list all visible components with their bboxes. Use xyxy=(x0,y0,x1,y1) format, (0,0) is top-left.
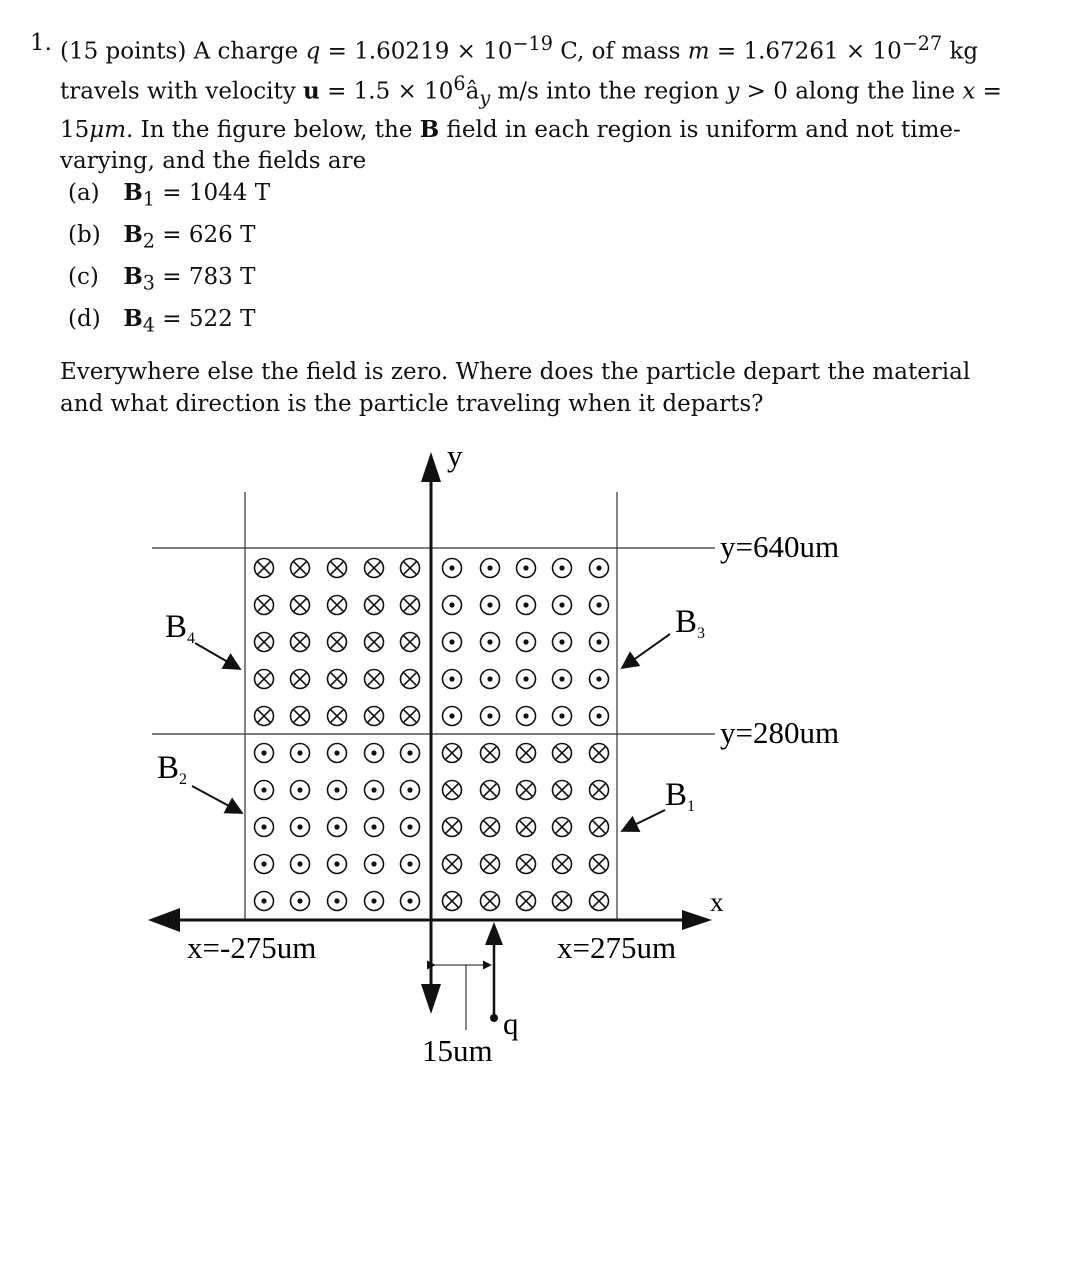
particle-arrowhead xyxy=(485,922,503,945)
field-into-page-icon xyxy=(328,707,347,726)
field-item-a: (a) $B_1 = 1044$ T xyxy=(68,179,271,211)
field-into-page-icon xyxy=(255,559,274,578)
b4-pointer xyxy=(195,643,240,669)
field-out-of-page-icon xyxy=(291,818,310,837)
offset-label: 15um xyxy=(422,1033,493,1068)
field-into-page-icon xyxy=(481,855,500,874)
field-into-page-icon xyxy=(401,670,420,689)
field-into-page-icon xyxy=(481,818,500,837)
field-into-page-icon xyxy=(443,744,462,763)
y-mid-label: y=280um xyxy=(720,715,840,750)
field-out-of-page-icon xyxy=(517,559,536,578)
field-out-of-page-icon xyxy=(590,596,609,615)
field-into-page-icon xyxy=(328,596,347,615)
field-into-page-icon xyxy=(255,670,274,689)
field-into-page-icon xyxy=(365,596,384,615)
x-right-label: x=275um xyxy=(557,930,677,965)
y-axis-arrowhead-down xyxy=(421,984,441,1014)
field-into-page-icon xyxy=(365,707,384,726)
b2-pointer xyxy=(192,786,242,813)
field-into-page-icon xyxy=(328,633,347,652)
field-into-page-icon xyxy=(291,633,310,652)
y-axis-arrowhead-up xyxy=(421,452,441,482)
field-out-of-page-icon xyxy=(443,707,462,726)
x-axis-label: x xyxy=(710,887,724,917)
y-top-label: y=640um xyxy=(720,529,840,564)
field-into-page-icon xyxy=(365,633,384,652)
field-into-page-icon xyxy=(443,892,462,911)
field-out-of-page-icon xyxy=(590,633,609,652)
field-out-of-page-icon xyxy=(255,855,274,874)
problem-number: 1. xyxy=(30,30,52,56)
field-out-of-page-icon xyxy=(443,670,462,689)
field-out-of-page-icon xyxy=(517,633,536,652)
field-out-of-page-icon xyxy=(291,855,310,874)
field-out-of-page-icon xyxy=(401,892,420,911)
field-out-of-page-icon xyxy=(590,707,609,726)
field-item-c: (c) $B_3 = 783$ T xyxy=(68,263,256,295)
field-into-page-icon xyxy=(553,818,572,837)
field-out-of-page-icon xyxy=(590,559,609,578)
field-into-page-icon xyxy=(291,596,310,615)
field-out-of-page-icon xyxy=(443,596,462,615)
field-out-of-page-icon xyxy=(328,818,347,837)
region-b4-label: B4 xyxy=(165,609,196,647)
charge-label: q xyxy=(503,1006,519,1041)
field-out-of-page-icon xyxy=(481,559,500,578)
field-into-page-icon xyxy=(590,818,609,837)
field-into-page-icon xyxy=(517,744,536,763)
field-into-page-icon xyxy=(590,781,609,800)
region-b2-label: B2 xyxy=(157,750,188,788)
field-out-of-page-icon xyxy=(481,670,500,689)
field-into-page-icon xyxy=(328,559,347,578)
field-out-of-page-icon xyxy=(517,670,536,689)
field-into-page-icon xyxy=(255,707,274,726)
x-left-label: x=-275um xyxy=(187,930,317,965)
field-out-of-page-icon xyxy=(590,670,609,689)
field-out-of-page-icon xyxy=(401,781,420,800)
field-out-of-page-icon xyxy=(401,744,420,763)
field-out-of-page-icon xyxy=(553,596,572,615)
field-into-page-icon xyxy=(401,559,420,578)
field-out-of-page-icon xyxy=(553,707,572,726)
field-item-d: (d) $B_4 = 522$ T xyxy=(68,305,256,337)
field-out-of-page-icon xyxy=(553,559,572,578)
field-into-page-icon xyxy=(553,781,572,800)
field-into-page-icon xyxy=(255,596,274,615)
field-into-page-icon xyxy=(443,855,462,874)
field-into-page-icon xyxy=(291,707,310,726)
field-into-page-icon xyxy=(517,818,536,837)
field-out-of-page-icon xyxy=(443,559,462,578)
field-out-of-page-icon xyxy=(328,892,347,911)
field-out-of-page-icon xyxy=(328,781,347,800)
closing-question: Everywhere else the field is zero. Where does the particle depart the material and what direction is the particle traveling when it departs? xyxy=(60,359,971,417)
field-into-page-icon xyxy=(481,781,500,800)
field-out-of-page-icon xyxy=(481,707,500,726)
field-into-page-icon xyxy=(291,559,310,578)
field-into-page-icon xyxy=(255,633,274,652)
field-into-page-icon xyxy=(517,855,536,874)
field-item-b: (b) $B_2 = 626$ T xyxy=(68,221,256,253)
field-out-of-page-icon xyxy=(328,744,347,763)
field-into-page-icon xyxy=(553,892,572,911)
field-out-of-page-icon xyxy=(255,818,274,837)
field-out-of-page-icon xyxy=(291,744,310,763)
field-into-page-icon xyxy=(443,818,462,837)
field-into-page-icon xyxy=(590,892,609,911)
problem-intro: (15 points) A charge $q = 1.60219 \times 10^{-19}$ C, of mass $m = 1.67261 \times 10^{-27}$ kg travels with velocity $u = 1.5 \times 10^6â_y$ m/s into the region y > 0 along the line x = 15μm. In the figure below, the B field in each region is uniform and not time-varying, and the fields are xyxy=(60,32,1002,175)
field-into-page-icon xyxy=(328,670,347,689)
field-out-of-page-icon xyxy=(255,744,274,763)
field-out-of-page-icon xyxy=(481,596,500,615)
field-out-of-page-icon xyxy=(291,892,310,911)
field-out-of-page-icon xyxy=(365,892,384,911)
field-into-page-icon xyxy=(291,670,310,689)
field-into-page-icon xyxy=(365,559,384,578)
field-into-page-icon xyxy=(517,781,536,800)
field-into-page-icon xyxy=(401,596,420,615)
field-out-of-page-icon xyxy=(255,781,274,800)
field-into-page-icon xyxy=(481,744,500,763)
region-b1-label: B1 xyxy=(665,777,696,815)
field-out-of-page-icon xyxy=(328,855,347,874)
region-b3-label: B3 xyxy=(675,604,706,642)
field-into-page-icon xyxy=(481,892,500,911)
field-out-of-page-icon xyxy=(365,855,384,874)
b1-pointer xyxy=(622,810,665,831)
b3-pointer xyxy=(622,634,670,668)
field-out-of-page-icon xyxy=(365,744,384,763)
field-into-page-icon xyxy=(443,781,462,800)
field-out-of-page-icon xyxy=(291,781,310,800)
field-out-of-page-icon xyxy=(401,855,420,874)
points-label: (15 points) xyxy=(60,38,187,65)
field-out-of-page-icon xyxy=(401,818,420,837)
x-axis-arrowhead-left xyxy=(148,908,180,932)
field-into-page-icon xyxy=(401,707,420,726)
field-out-of-page-icon xyxy=(553,670,572,689)
field-out-of-page-icon xyxy=(517,596,536,615)
charge-dot xyxy=(490,1014,498,1022)
field-out-of-page-icon xyxy=(443,633,462,652)
x-axis-arrowhead-right xyxy=(682,910,712,930)
field-into-page-icon xyxy=(590,744,609,763)
field-into-page-icon xyxy=(401,633,420,652)
field-out-of-page-icon xyxy=(365,818,384,837)
field-out-of-page-icon xyxy=(481,633,500,652)
field-out-of-page-icon xyxy=(365,781,384,800)
field-into-page-icon xyxy=(553,855,572,874)
field-into-page-icon xyxy=(553,744,572,763)
field-out-of-page-icon xyxy=(517,707,536,726)
field-out-of-page-icon xyxy=(553,633,572,652)
field-into-page-icon xyxy=(590,855,609,874)
field-into-page-icon xyxy=(517,892,536,911)
field-out-of-page-icon xyxy=(255,892,274,911)
field-into-page-icon xyxy=(365,670,384,689)
y-axis-label: y xyxy=(447,438,463,473)
